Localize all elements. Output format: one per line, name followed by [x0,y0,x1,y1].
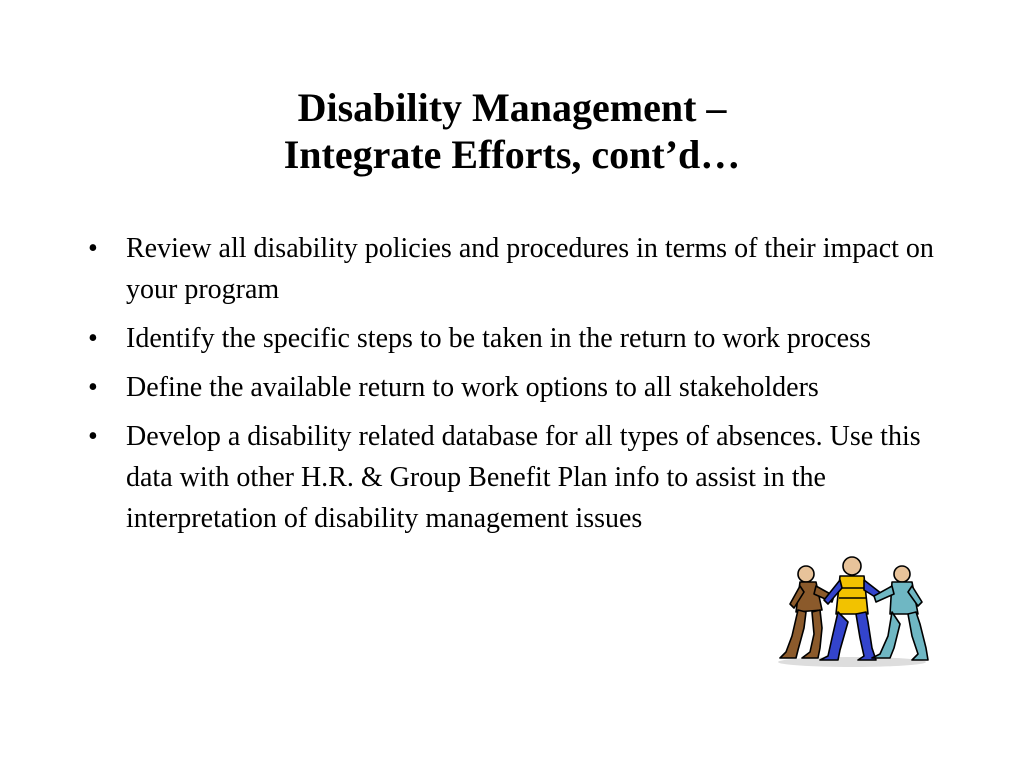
bullet-text: Identify the specific steps to be taken in the return to work process [126,323,871,354]
title-line-1: Disability Management – [297,85,727,130]
bullet-item [84,228,944,310]
bullet-text: Develop a disability related database for all types of absences. Use this data with other H.R. & Group Benefit Plan info to assist in the interpretation of disability management issues [126,421,921,534]
bullet-item [84,318,944,359]
bullet-marker: • [88,233,98,264]
bullet-text: Define the available return to work options to all stakeholders [126,372,819,403]
slide-title [0,84,1024,178]
bullet-list [84,228,944,547]
bullet-text: Review all disability policies and procedures in terms of their impact on your program [126,233,934,305]
bullet-marker: • [88,372,98,403]
bullet-item [84,416,944,539]
bullet-item [84,367,944,408]
three-men-struggling-clipart-icon [772,552,932,668]
bullet-marker: • [88,421,98,452]
title-line-2: Integrate Efforts, cont’d… [283,132,741,177]
bullet-marker: • [88,323,98,354]
